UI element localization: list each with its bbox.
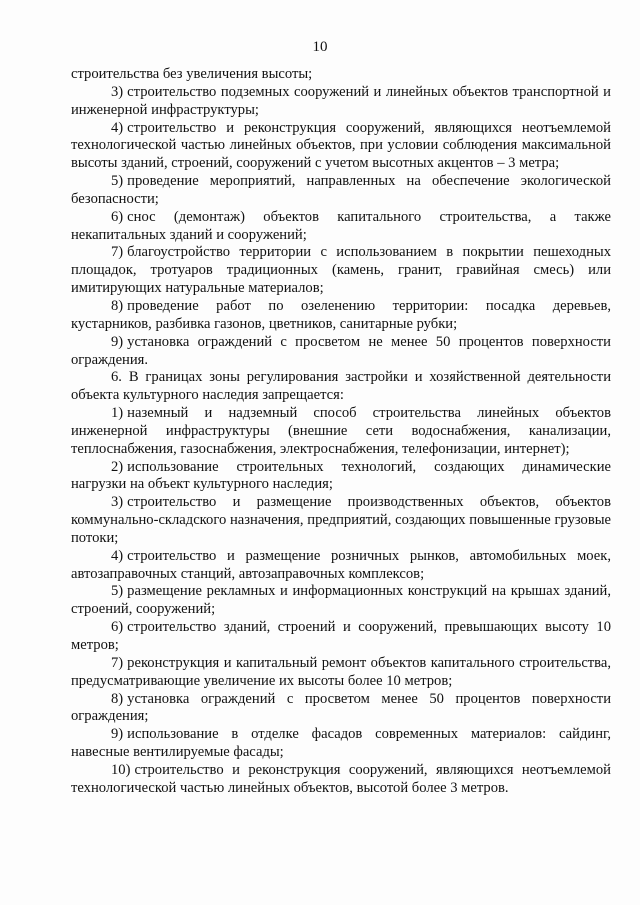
- list-number: 9): [111, 333, 124, 350]
- list-number: 6): [111, 208, 124, 225]
- list-item: [71, 726, 611, 762]
- list-item: [71, 691, 611, 727]
- list-item: [71, 762, 611, 798]
- list-number: 9): [111, 726, 124, 743]
- list-item: [71, 173, 611, 209]
- list-number: 4): [111, 119, 124, 136]
- section-text: 6. В границах зоны регулирования застройки и хозяйственной деятельности объекта культурного наследия запрещается:: [71, 369, 611, 404]
- list-item-text: благоустройство территории с использованием в покрытии пешеходных площадок, тротуаров традиционных (камень, гранит, гравийная смесь) или имитирующих натуральные материалов;: [71, 244, 611, 297]
- list-item: [71, 209, 611, 245]
- list-item-text: использование в отделке фасадов современных материалов: сайдинг, навесные вентилируемые фасады;: [71, 726, 611, 761]
- list-item-text: строительство и реконструкция сооружений, являющихся неотъемлемой технологической частью линейных объектов, при условии соблюдения максимальной высоты зданий, строений, сооружений с учетом высотных акцентов – 3 метра;: [71, 119, 611, 172]
- list-number: 7): [111, 654, 124, 671]
- list-item-text: использование строительных технологий, создающих динамические нагрузки на объект культурного наследия;: [71, 458, 611, 493]
- list-item-text: снос (демонтаж) объектов капитального строительства, а также некапитальных зданий и сооружений;: [71, 208, 611, 243]
- list-number: 8): [111, 297, 124, 314]
- paragraph-continuation: [71, 66, 611, 84]
- list-number: 2): [111, 458, 124, 475]
- list-item: [71, 120, 611, 174]
- section-paragraph: [71, 369, 611, 405]
- list-item-text: строительство зданий, строений и сооружений, превышающих высоту 10 метров;: [71, 619, 611, 653]
- list-item: [71, 84, 611, 120]
- list-number: 6): [111, 619, 124, 636]
- list-item: [71, 655, 611, 691]
- paragraph-text: строительства без увеличения высоты;: [71, 66, 313, 82]
- list-item: [71, 298, 611, 334]
- list-item-text: проведение мероприятий, направленных на обеспечение экологической безопасности;: [71, 173, 611, 207]
- document-body: [71, 66, 611, 798]
- list-number: 3): [111, 83, 124, 100]
- list-number: 4): [111, 547, 124, 564]
- list-item-text: наземный и надземный способ строительства линейных объектов инженерной инфраструктуры (внешние сети водоснабжения, канализации, теплоснабжения, газоснабжения, электроснабжения, телефонизации, интернет);: [71, 405, 611, 457]
- list-item: [71, 334, 611, 370]
- list-number: 3): [111, 494, 124, 511]
- list-item: [71, 548, 611, 584]
- list-item: [71, 583, 611, 619]
- page-number: 10: [312, 39, 328, 55]
- list-item-text: установка ограждений с просветом менее 50 процентов поверхности ограждения;: [71, 690, 611, 725]
- list-number: 8): [111, 690, 124, 707]
- list-number: 5): [111, 583, 124, 600]
- list-item-text: строительство и размещение розничных рынков, автомобильных моек, автозаправочных станций, автозаправочных комплексов;: [71, 547, 611, 582]
- list-item: [71, 494, 611, 548]
- list-number: 5): [111, 173, 124, 190]
- list-item-text: строительство и реконструкция сооружений, являющихся неотъемлемой технологической частью линейных объектов, высотой более 3 метров.: [71, 761, 611, 796]
- list-item-text: строительство и размещение производственных объектов, объектов коммунально-складского назначения, предприятий, создающих повышенные грузовые потоки;: [71, 494, 611, 546]
- list-number: 10): [111, 761, 131, 778]
- list-item-text: установка ограждений с просветом не менее 50 процентов поверхности ограждения.: [71, 333, 611, 368]
- list-item: [71, 244, 611, 298]
- list-item: [71, 459, 611, 495]
- list-item-text: проведение работ по озеленению территории: посадка деревьев, кустарников, разбивка газонов, цветников, санитарные рубки;: [71, 297, 611, 332]
- list-item-text: строительство подземных сооружений и линейных объектов транспортной и инженерной инфраструктуры;: [71, 83, 611, 118]
- list-item-text: размещение рекламных и информационных конструкций на крышах зданий, строений, сооружений;: [71, 583, 611, 618]
- list-item-text: реконструкция и капитальный ремонт объектов капитального строительства, предусматривающие увеличение их высоты более 10 метров;: [71, 654, 611, 689]
- list-number: 1): [111, 405, 124, 422]
- list-item: [71, 619, 611, 655]
- list-number: 7): [111, 244, 124, 261]
- list-item: [71, 405, 611, 459]
